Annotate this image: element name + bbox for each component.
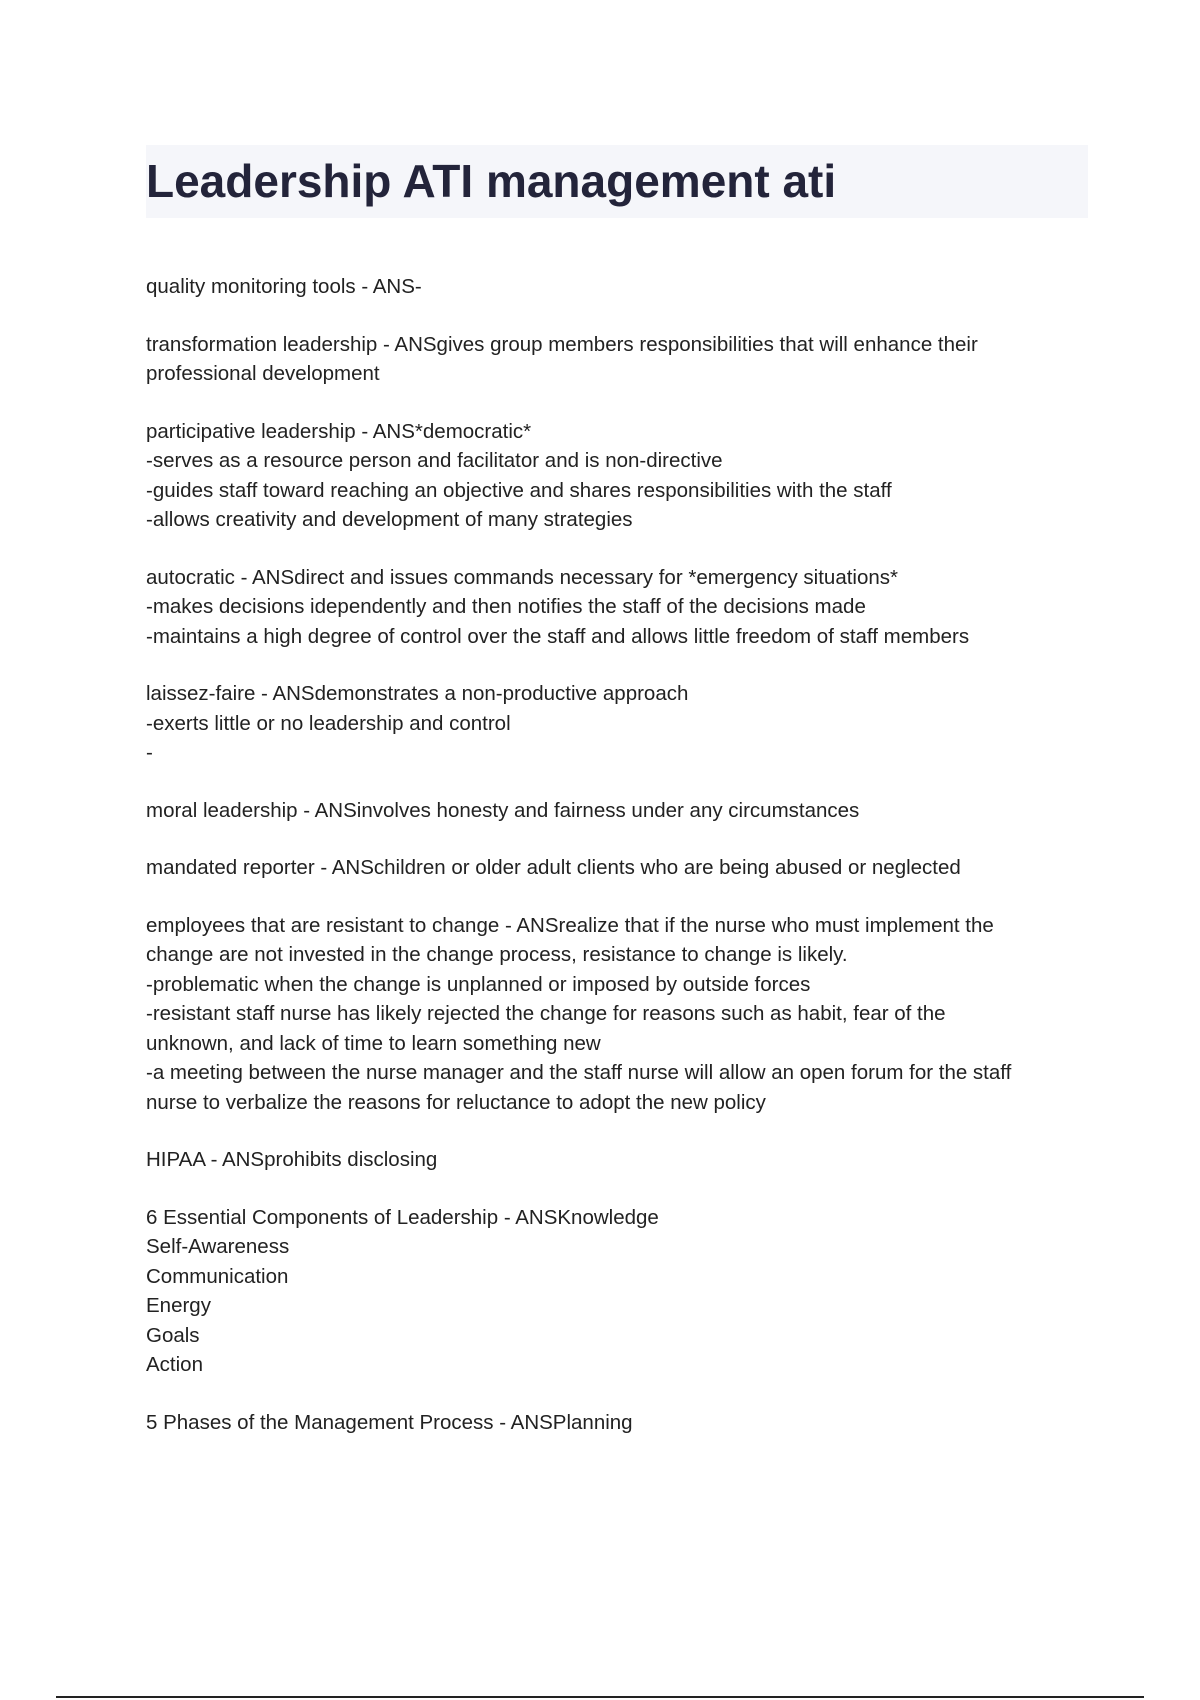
entry-moral-leadership — [146, 796, 1096, 826]
entry-line: -a meeting between the nurse manager and the staff nurse will allow an open forum for the staff — [146, 1061, 1012, 1084]
entry-mandated-reporter — [146, 853, 1096, 883]
document-body — [146, 272, 1096, 1465]
entry-line: quality monitoring tools - ANS- — [146, 275, 422, 298]
entry-line: 5 Phases of the Management Process - ANSPlanning — [146, 1410, 633, 1434]
entry-autocratic — [146, 563, 1096, 652]
entry-transformation-leadership — [146, 330, 1096, 389]
title-band — [146, 145, 1088, 218]
entry-line: 6 Essential Components of Leadership - ANSKnowledge — [146, 1205, 659, 1229]
entry-line: transformation leadership - ANSgives group members responsibilities that will enhance their — [146, 332, 978, 356]
entry-line: HIPAA - ANSprohibits disclosing — [146, 1148, 438, 1171]
entry-line: mandated reporter - ANSchildren or older adult clients who are being abused or neglected — [146, 856, 961, 879]
entry-line: -resistant staff nurse has likely rejected the change for reasons such as habit, fear of the — [146, 1002, 946, 1025]
entry-hipaa — [146, 1145, 1096, 1175]
entry-line: Energy — [146, 1294, 211, 1317]
entry-line: -guides staff toward reaching an objective and shares responsibilities with the staff — [146, 478, 892, 502]
entry-line: -allows creativity and development of many strategies — [146, 508, 633, 531]
entry-line: moral leadership - ANSinvolves honesty and fairness under any circumstances — [146, 798, 860, 822]
entry-laissez-faire — [146, 679, 1096, 768]
entry-line: Communication — [146, 1264, 289, 1288]
entry-line: unknown, and lack of time to learn something new — [146, 1031, 601, 1055]
entry-management-phases — [146, 1408, 1096, 1438]
entry-line: employees that are resistant to change - ANSrealize that if the nurse who must implement the — [146, 913, 994, 937]
entry-line: -serves as a resource person and facilitator and is non-directive — [146, 449, 723, 472]
entry-quality-monitoring-tools — [146, 272, 1096, 302]
entry-line: autocratic - ANSdirect and issues commands necessary for *emergency situations* — [146, 565, 899, 589]
document-title: Leadership ATI management ati — [146, 155, 837, 207]
entry-line: -maintains a high degree of control over the staff and allows little freedom of staff members — [146, 624, 970, 648]
entry-line: professional development — [146, 362, 380, 385]
entry-line: change are not invested in the change process, resistance to change is likely. — [146, 943, 848, 966]
entry-line: Goals — [146, 1323, 200, 1347]
entry-line: laissez-faire - ANSdemonstrates a non-productive approach — [146, 682, 689, 705]
entry-line: - — [146, 741, 153, 764]
entry-line: Action — [146, 1353, 203, 1376]
entry-line: -problematic when the change is unplanned or imposed by outside forces — [146, 972, 811, 996]
footer-divider — [56, 1696, 1144, 1698]
entry-line: nurse to verbalize the reasons for reluctance to adopt the new policy — [146, 1090, 766, 1114]
entry-line: participative leadership - ANS*democratic* — [146, 419, 532, 443]
entry-participative-leadership — [146, 417, 1096, 535]
entry-resistant-employees — [146, 911, 1096, 1118]
entry-essential-components — [146, 1203, 1096, 1380]
entry-line: Self-Awareness — [146, 1235, 290, 1258]
entry-line: -makes decisions idependently and then notifies the staff of the decisions made — [146, 595, 866, 618]
entry-line: -exerts little or no leadership and control — [146, 711, 511, 735]
